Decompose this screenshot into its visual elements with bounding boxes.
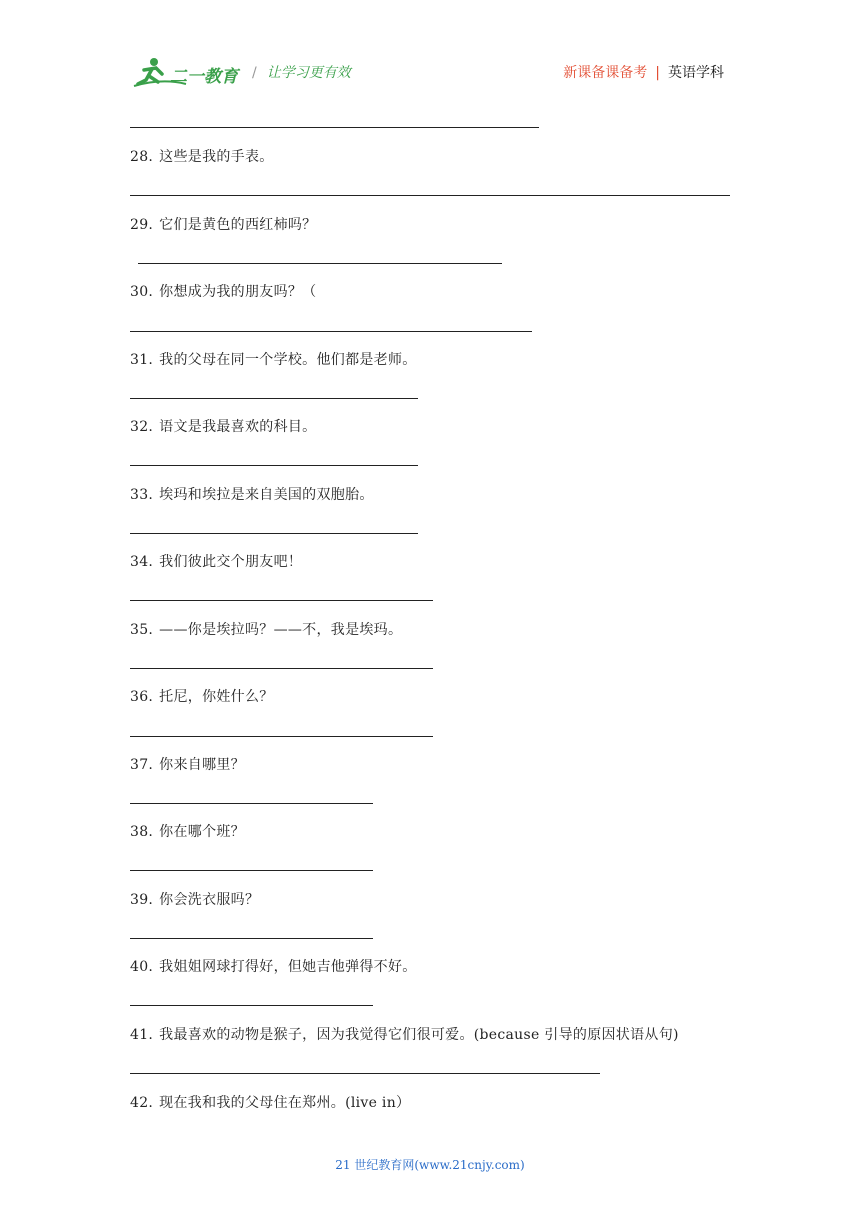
question-text: 托尼，你姓什么？	[159, 689, 274, 705]
header-subject: 英语学科	[668, 65, 724, 81]
question-40	[130, 956, 417, 976]
question-42	[130, 1092, 410, 1112]
question-number: 34.	[130, 554, 154, 570]
answer-line	[130, 398, 418, 399]
question-text: 你想成为我的朋友吗？（	[159, 284, 317, 300]
slogan-slash: /	[252, 65, 257, 81]
question-41	[130, 1024, 679, 1044]
question-38	[130, 821, 245, 841]
answer-line	[130, 736, 433, 737]
question-37	[130, 754, 245, 774]
answer-line	[130, 870, 373, 871]
header-course: 新课备课备考	[563, 65, 648, 81]
question-text: 我的父母在同一个学校。他们都是老师。	[159, 352, 417, 368]
question-number: 42.	[130, 1095, 154, 1111]
question-number: 32.	[130, 419, 154, 435]
question-29	[130, 214, 316, 234]
logo-text: 二一教育	[170, 67, 238, 87]
question-text: 你会洗衣服吗？	[159, 892, 260, 908]
question-39	[130, 889, 259, 909]
question-28	[130, 146, 274, 166]
question-text: 我最喜欢的动物是猴子，因为我觉得它们很可爱。(because 引导的原因状语从句)	[159, 1027, 679, 1043]
logo-runner-icon	[132, 56, 244, 90]
question-number: 36.	[130, 689, 154, 705]
question-30	[130, 281, 316, 301]
question-text: 我姐姐网球打得好，但她吉他弹得不好。	[159, 959, 417, 975]
question-number: 33.	[130, 487, 154, 503]
question-34	[130, 551, 302, 571]
question-33	[130, 484, 374, 504]
question-number: 37.	[130, 757, 154, 773]
question-text: ——你是埃拉吗？——不，我是埃玛。	[159, 622, 403, 638]
answer-line	[130, 668, 433, 669]
question-text: 语文是我最喜欢的科目。	[159, 419, 317, 435]
page-header	[0, 0, 860, 110]
answer-line	[130, 533, 418, 534]
answer-line	[130, 331, 532, 332]
question-number: 29.	[130, 217, 154, 233]
answer-line	[130, 803, 373, 804]
slogan-text: 让学习更有效	[266, 65, 351, 81]
slogan	[252, 62, 351, 82]
question-number: 40.	[130, 959, 154, 975]
header-separator: |	[655, 65, 660, 81]
question-number: 41.	[130, 1027, 154, 1043]
header-right	[563, 62, 724, 82]
answer-line	[130, 1005, 373, 1006]
question-number: 30.	[130, 284, 154, 300]
answer-line	[130, 938, 373, 939]
question-number: 31.	[130, 352, 154, 368]
question-text: 现在我和我的父母住在郑州。(live in）	[159, 1095, 411, 1111]
answer-line	[130, 127, 539, 128]
question-31	[130, 349, 417, 369]
answer-line	[130, 1073, 600, 1074]
question-text: 这些是我的手表。	[159, 149, 274, 165]
question-number: 39.	[130, 892, 154, 908]
answer-line	[130, 465, 418, 466]
logo	[132, 56, 244, 90]
question-32	[130, 416, 316, 436]
question-text: 我们彼此交个朋友吧！	[159, 554, 303, 570]
question-36	[130, 686, 274, 706]
question-number: 35.	[130, 622, 154, 638]
answer-line	[138, 263, 502, 264]
question-text: 你在哪个班？	[159, 824, 245, 840]
question-text: 你来自哪里？	[159, 757, 245, 773]
question-text: 埃玛和埃拉是来自美国的双胞胎。	[159, 487, 374, 503]
page-footer: 21 世纪教育网(www.21cnjy.com)	[335, 1158, 525, 1172]
question-text: 它们是黄色的西红柿吗？	[159, 217, 317, 233]
question-number: 28.	[130, 149, 154, 165]
question-35	[130, 619, 402, 639]
answer-line	[130, 195, 730, 196]
question-number: 38.	[130, 824, 154, 840]
answer-line	[130, 600, 433, 601]
